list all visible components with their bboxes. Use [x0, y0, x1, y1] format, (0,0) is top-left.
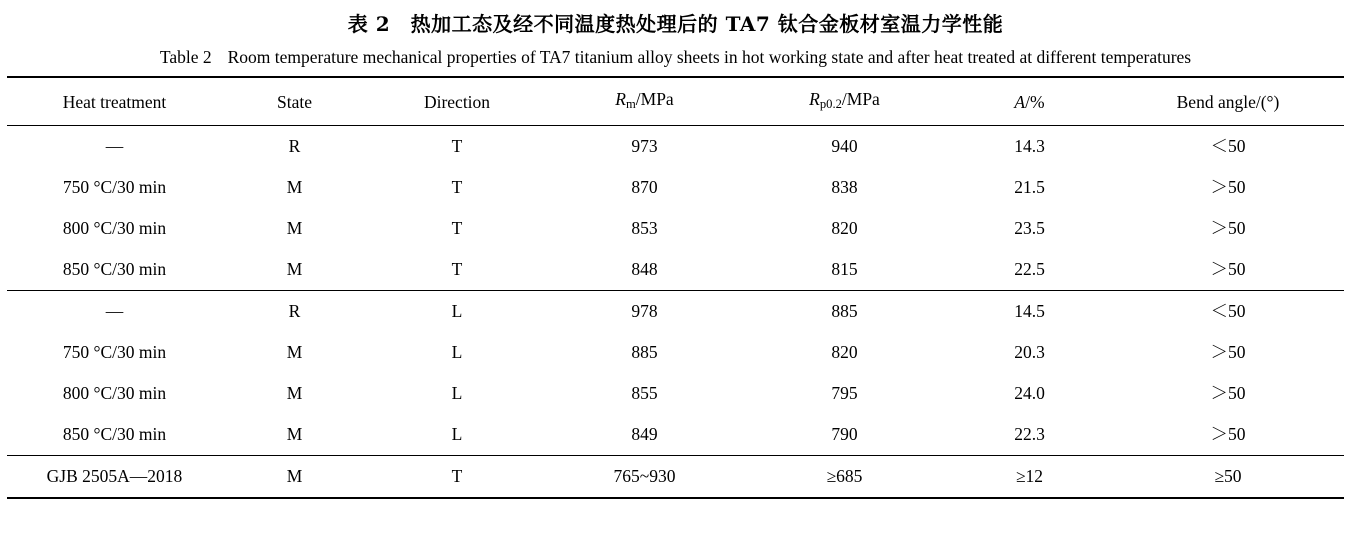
cell-state: M	[286, 218, 303, 239]
cell-rp02: 820	[831, 218, 858, 239]
cell-rp02: 815	[831, 259, 858, 280]
cell-rp02: ≥685	[742, 456, 947, 499]
cell-direction: T	[451, 259, 463, 280]
table-row	[7, 167, 1344, 208]
cell-bend-angle: ≥50	[1112, 456, 1344, 499]
cell-rp02: 885	[742, 291, 947, 333]
header-a-symbol: A	[1014, 91, 1026, 112]
cell-state: M	[286, 342, 303, 363]
cell-rm: 849	[631, 424, 658, 445]
table-header-row	[7, 77, 1344, 126]
cell-bend-angle: ＞50	[1210, 218, 1246, 239]
cell-bend-angle: ＞50	[1210, 259, 1246, 280]
cell-state: M	[222, 456, 367, 499]
cell-heat-treatment: —	[7, 126, 222, 168]
header-rm-symbol: R	[615, 89, 626, 109]
cell-rp02: 838	[831, 177, 858, 198]
header-rp02-symbol: R	[809, 89, 820, 109]
table-row	[7, 126, 1344, 168]
header-bend-angle: Bend angle/(°)	[1112, 77, 1344, 126]
cell-rm: 978	[547, 291, 742, 333]
cell-heat-treatment: 800 °C/30 min	[62, 218, 167, 239]
header-heat-treatment: Heat treatment	[7, 77, 222, 126]
header-a-unit: /%	[1025, 91, 1045, 112]
cell-bend-angle: ＞50	[1210, 177, 1246, 198]
cell-rp02: 790	[831, 424, 858, 445]
table-figure	[0, 8, 1351, 554]
cell-elongation: 21.5	[1014, 177, 1045, 198]
header-yield-strength	[742, 77, 947, 126]
cell-direction: L	[451, 383, 463, 404]
cell-elongation: 22.5	[1014, 259, 1045, 280]
cell-rp02: 940	[742, 126, 947, 168]
cell-direction: L	[367, 291, 547, 333]
cell-bend-angle: ＜50	[1112, 291, 1344, 333]
cell-state: R	[222, 291, 367, 333]
cell-heat-treatment: —	[7, 291, 222, 333]
header-rp02-unit: /MPa	[841, 89, 880, 109]
mechanical-properties-table	[7, 76, 1344, 499]
cell-direction: T	[367, 126, 547, 168]
header-tensile-strength	[547, 77, 742, 126]
cell-bend-angle: ＞50	[1210, 342, 1246, 363]
cell-rm: 870	[631, 177, 658, 198]
table-row	[7, 208, 1344, 249]
header-rp02-subscript: p0.2	[819, 97, 842, 112]
cell-rm: 853	[631, 218, 658, 239]
table-row	[7, 373, 1344, 414]
cell-rm: 973	[547, 126, 742, 168]
cell-state: R	[222, 126, 367, 168]
cell-direction: L	[451, 342, 463, 363]
cell-heat-treatment: 750 °C/30 min	[62, 342, 167, 363]
cell-elongation: 24.0	[1014, 383, 1045, 404]
cell-state: M	[286, 177, 303, 198]
cell-elongation: 14.3	[947, 126, 1112, 168]
cell-heat-treatment: 750 °C/30 min	[62, 177, 167, 198]
header-elongation	[947, 77, 1112, 126]
cell-bend-angle: ＞50	[1210, 383, 1246, 404]
cell-direction: T	[367, 456, 547, 499]
table-row	[7, 332, 1344, 373]
cell-elongation: 14.5	[947, 291, 1112, 333]
table-caption-text: Room temperature mechanical properties of TA7 titanium alloy sheets in hot working state and after heat treated at different temperatures	[227, 47, 1192, 67]
cell-rp02: 820	[831, 342, 858, 363]
header-state: State	[222, 77, 367, 126]
table-row	[7, 456, 1344, 499]
cell-direction: L	[451, 424, 463, 445]
table-number-label: Table 2	[159, 47, 212, 67]
table-row	[7, 414, 1344, 456]
cell-heat-treatment: 800 °C/30 min	[62, 383, 167, 404]
cell-rm: 848	[631, 259, 658, 280]
cell-rm: 855	[631, 383, 658, 404]
cell-state: M	[286, 383, 303, 404]
cell-rp02: 795	[831, 383, 858, 404]
cell-bend-angle: ＜50	[1112, 126, 1344, 168]
header-direction: Direction	[367, 77, 547, 126]
cell-rm: 885	[631, 342, 658, 363]
cell-rm: 765~930	[547, 456, 742, 499]
cell-elongation: 23.5	[1014, 218, 1045, 239]
table-title-english	[0, 47, 1351, 68]
cell-elongation: 22.3	[1014, 424, 1045, 445]
cell-direction: T	[451, 218, 463, 239]
header-rm-subscript: m	[625, 97, 636, 112]
cell-state: M	[286, 424, 303, 445]
cell-elongation: 20.3	[1014, 342, 1045, 363]
table-row	[7, 291, 1344, 333]
cell-direction: T	[451, 177, 463, 198]
cell-state: M	[286, 259, 303, 280]
cell-heat-treatment: 850 °C/30 min	[62, 259, 167, 280]
cell-elongation: ≥12	[947, 456, 1112, 499]
table-row	[7, 249, 1344, 291]
header-rm-unit: /MPa	[635, 89, 674, 109]
table-title-chinese: 表 2 热加工态及经不同温度热处理后的 TA7 钛合金板材室温力学性能	[347, 12, 1004, 36]
cell-bend-angle: ＞50	[1210, 424, 1246, 445]
cell-heat-treatment: GJB 2505A—2018	[7, 456, 222, 499]
cell-heat-treatment: 850 °C/30 min	[62, 424, 167, 445]
